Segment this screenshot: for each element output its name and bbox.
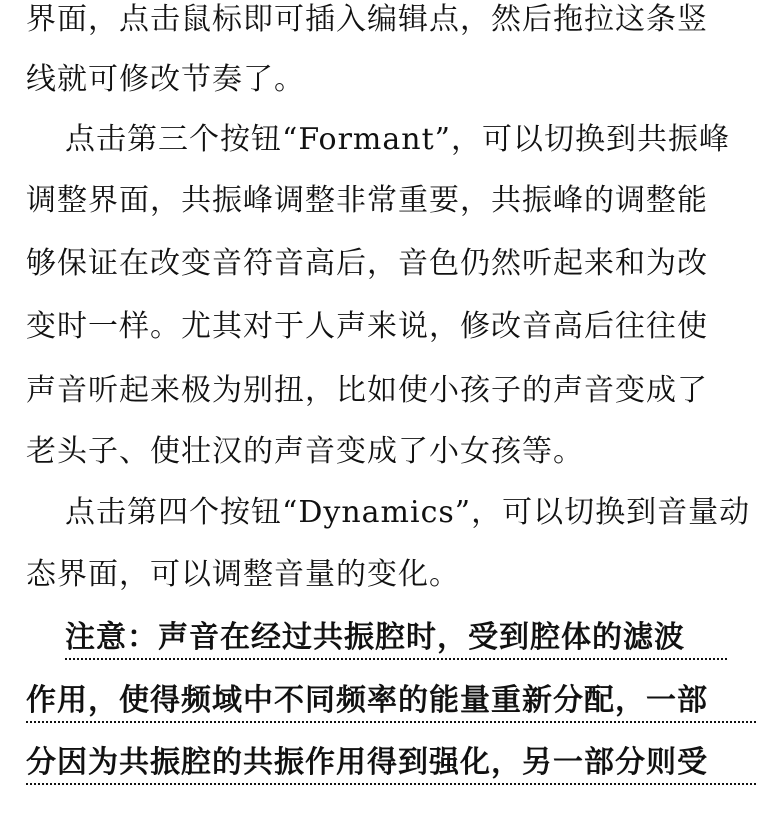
paragraph-start-line: 点击第四个按钮“Dynamics”，可以切换到音量动 (65, 495, 751, 530)
note-line: 作用，使得频域中不同频率的能量重新分配，一部 (26, 681, 756, 723)
text-line: 声音听起来极为别扭，比如使小孩子的声音变成了 (26, 373, 708, 408)
text-line: 老头子、使壮汉的声音变成了小女孩等。 (26, 434, 584, 469)
note-line: 注意：声音在经过共振腔时，受到腔体的滤波 (65, 618, 727, 660)
text-line: 态界面，可以调整音量的变化。 (26, 557, 460, 592)
note-line: 分因为共振腔的共振作用得到强化，另一部分则受 (26, 743, 756, 785)
text-line: 界面，点击鼠标即可插入编辑点，然后拖拉这条竖 (26, 2, 708, 37)
paragraph-start-line: 点击第三个按钮“Formant”，可以切换到共振峰 (65, 122, 730, 157)
text-line: 变时一样。尤其对于人声来说，修改音高后往往使 (26, 309, 708, 344)
text-line: 够保证在改变音符音高后，音色仍然听起来和为改 (26, 246, 708, 281)
text-line: 线就可修改节奏了。 (26, 62, 305, 97)
text-line: 调整界面，共振峰调整非常重要，共振峰的调整能 (26, 183, 708, 218)
